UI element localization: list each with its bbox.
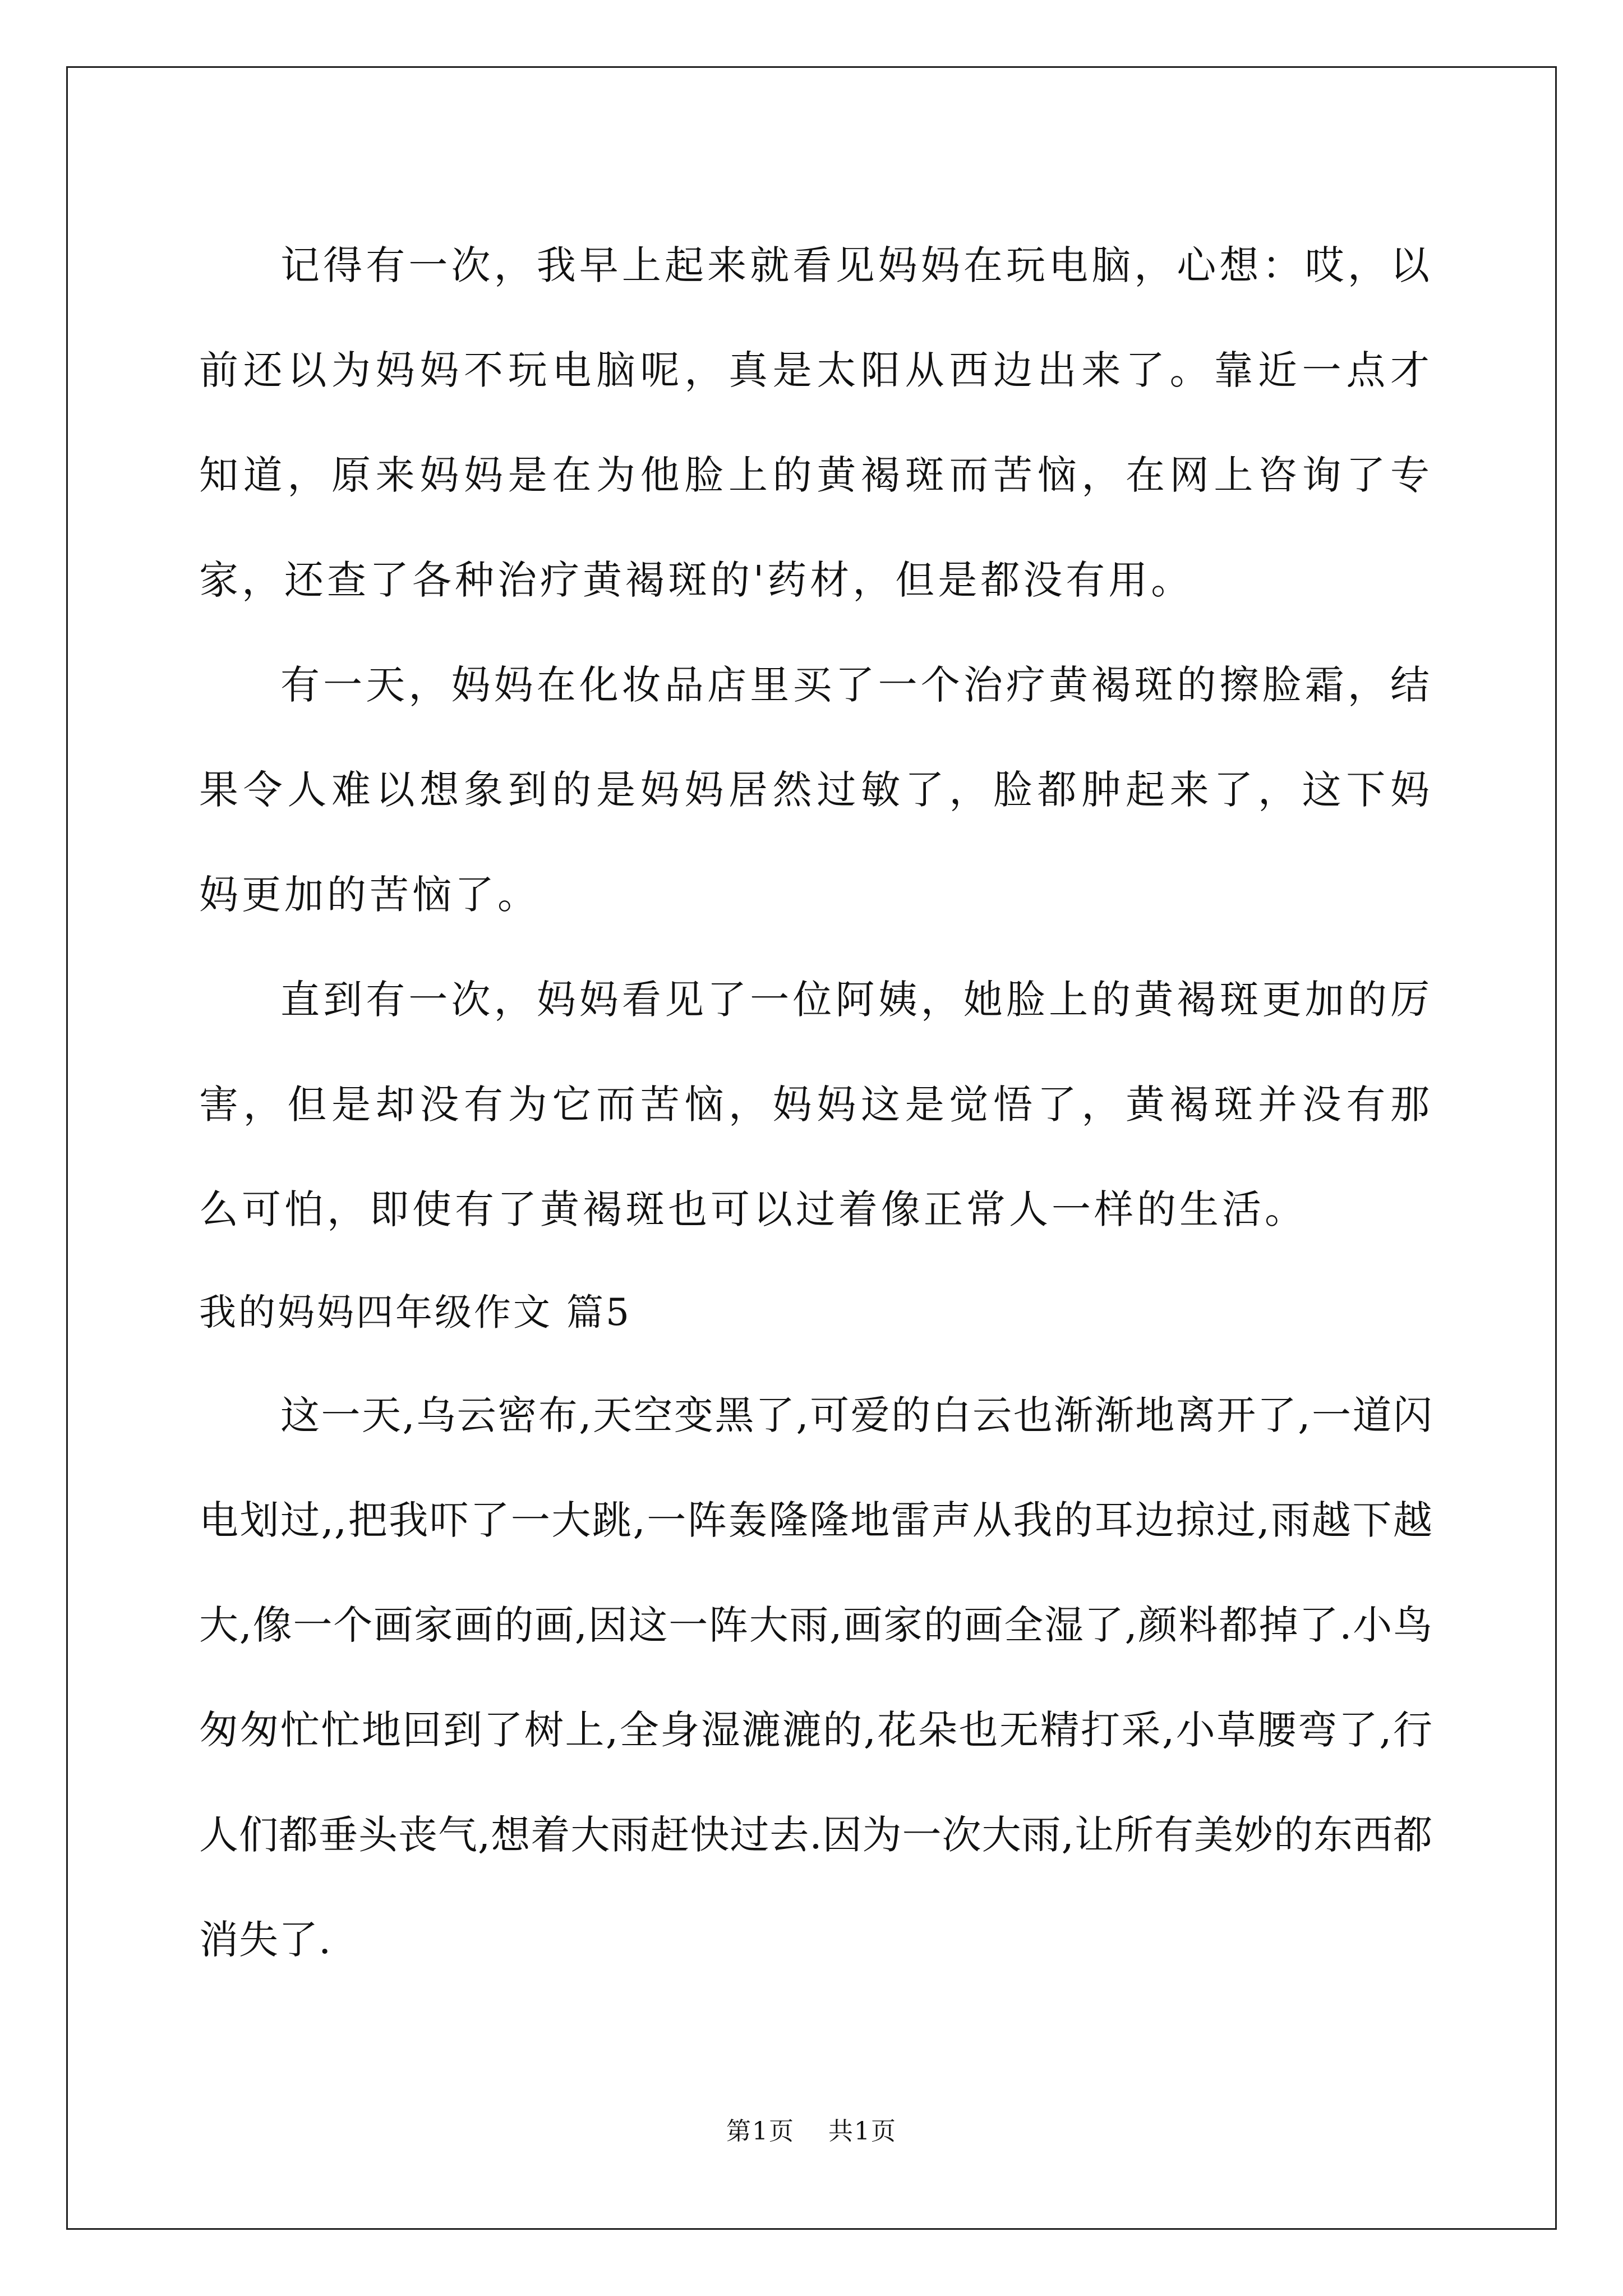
paragraph: 记得有一次，我早上起来就看见妈妈在玩电脑，心想：哎，以前还以为妈妈不玩电脑呢，真是太阳从西边出来了。靠近一点才知道，原来妈妈是在为他脸上的黄褐斑而苦恼，在网上咨询了专家，还查了各种治疗黄褐斑的'药材，但是都没有用。 — [199, 242, 1433, 603]
page-footer — [0, 2115, 1623, 2148]
page-number: 第1页 — [726, 2117, 795, 2146]
document-body — [199, 213, 1433, 1993]
paragraph: 这一天,乌云密布,天空变黑了,可爱的白云也渐渐地离开了,一道闪电划过,,把我吓了一大跳,一阵轰隆隆地雷声从我的耳边掠过,雨越下越大,像一个画家画的画,因这一阵大雨,画家的画全湿了,颜料都掉了.小鸟匆匆忙忙地回到了树上,全身湿漉漉的,花朵也无精打采,小草腰弯了,行人们都垂头丧气,想着大雨赶快过去.因为一次大雨,让所有美妙的东西都消失了. — [199, 1392, 1433, 1963]
section-heading: 我的妈妈四年级作文 篇5 — [199, 1291, 631, 1334]
page-total: 共1页 — [828, 2117, 897, 2146]
paragraph: 直到有一次，妈妈看见了一位阿姨，她脸上的黄褐斑更加的厉害，但是却没有为它而苦恼，妈妈这是觉悟了，黄褐斑并没有那么可怕，即使有了黄褐斑也可以过着像正常人一样的生活。 — [199, 977, 1433, 1232]
paragraph: 有一天，妈妈在化妆品店里买了一个治疗黄褐斑的擦脸霜，结果令人难以想象到的是妈妈居然过敏了，脸都肿起来了，这下妈妈更加的苦恼了。 — [199, 662, 1433, 918]
